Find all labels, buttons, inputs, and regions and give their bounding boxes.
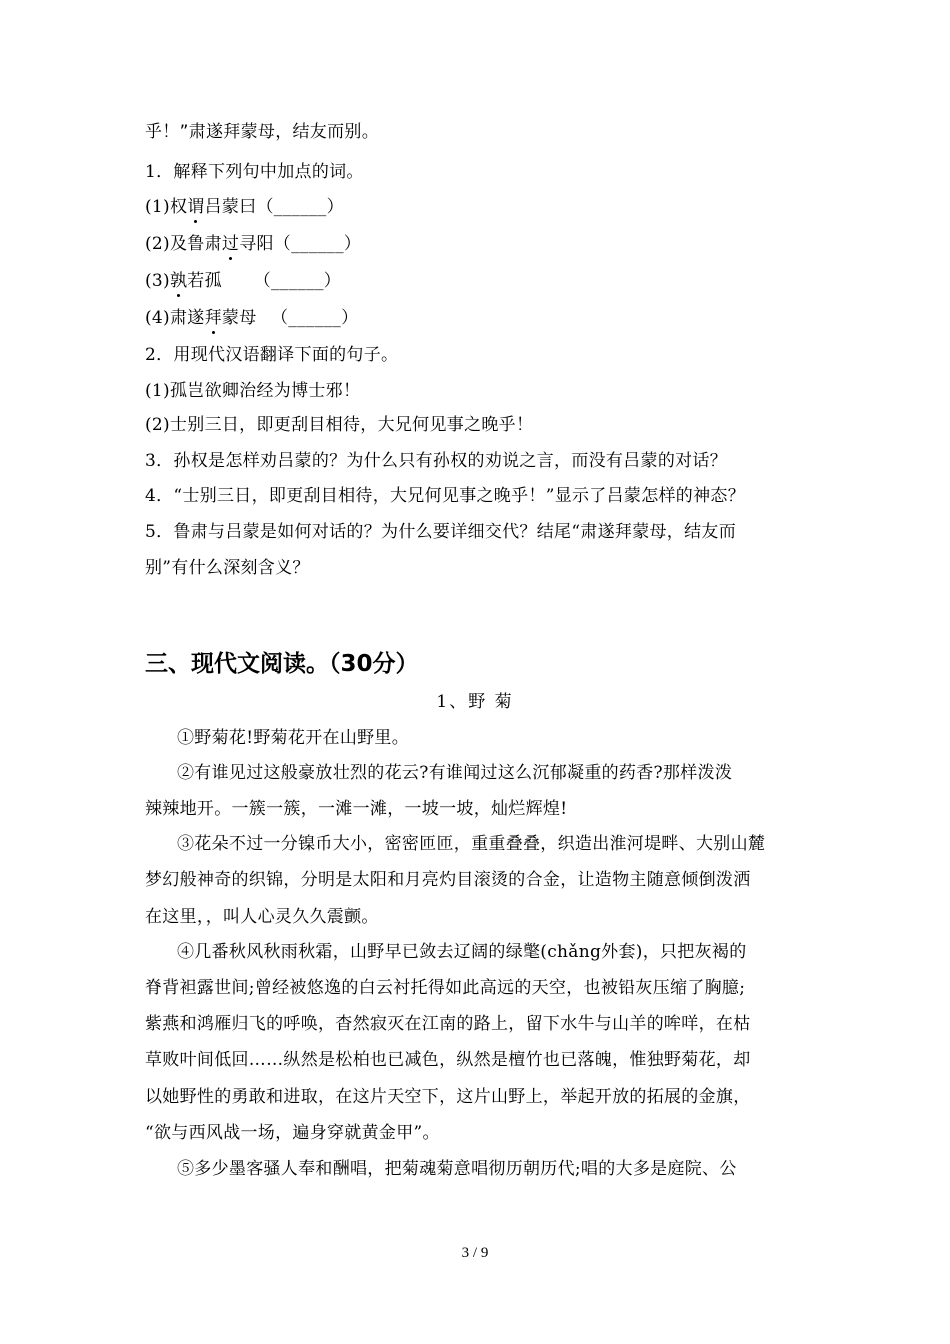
question-1-item-1 <box>145 195 344 219</box>
paragraph-line: ②有谁见过这般豪放壮烈的花云?有谁闻过这么沉郁凝重的药香?那样泼泼 <box>177 763 733 783</box>
question-5-line-2: 别”有什么深刻含义？ <box>145 558 310 578</box>
paragraph-line: 脊背袒露世间;曾经被悠逸的白云衬托得如此高远的天空，也被铅灰压缩了胸臆; <box>145 978 746 998</box>
item-suffix: 吕蒙曰（______） <box>204 197 344 217</box>
item-suffix: 蒙母 （______） <box>221 308 359 328</box>
question-5-line-1: 5．鲁肃与吕蒙是如何对话的？为什么要详细交代？结尾“肃遂拜蒙母，结友而 <box>145 522 737 542</box>
question-2-item-2: (2)士别三日，即更刮目相待，大兄何见事之晚乎！ <box>145 415 534 435</box>
paragraph-line: ④几番秋风秋雨秋霜，山野早已敛去辽阔的绿氅(chǎng外套)，只把灰褐的 <box>177 942 747 962</box>
paragraph-line: ⑤多少墨客骚人奉和酬唱，把菊魂菊意唱彻历朝历代;唱的大多是庭院、公 <box>177 1159 737 1179</box>
paragraph-line: 草败叶间低回……纵然是松柏也已减色，纵然是檀竹也已落魄，惟独野菊花，却 <box>145 1050 751 1070</box>
item-prefix: (2)及鲁肃 <box>145 234 222 254</box>
paragraph-line: “欲与西风战一场，遍身穿就黄金甲”。 <box>145 1123 440 1143</box>
paragraph-line: 以她野性的勇敢和进取，在这片天空下，这片山野上，举起开放的拓展的金旗， <box>145 1087 751 1107</box>
paragraph-line: 梦幻般神奇的织锦，分明是太阳和月亮灼目滚烫的合金，让造物主随意倾倒泼洒 <box>145 870 751 890</box>
question-2-title: 2．用现代汉语翻译下面的句子。 <box>145 345 399 365</box>
dotted-word: 孰 <box>169 271 188 291</box>
paragraph-line: 紫燕和鸿雁归飞的呼唤，杳然寂灭在江南的路上，留下水牛与山羊的哞咩，在枯 <box>145 1014 751 1034</box>
paragraph-line: ③花朵不过一分镍币大小，密密匝匝，重重叠叠，织造出淮河堤畔、大别山麓 <box>177 834 766 854</box>
item-prefix: (3) <box>145 271 170 291</box>
paragraph-line: 在这里，，叫人心灵久久震颤。 <box>145 907 379 927</box>
dotted-word: 过 <box>221 234 240 254</box>
dotted-word: 谓 <box>187 197 205 217</box>
paragraph-line: 辣辣地开。一簇一簇，一滩一滩，一坡一坡，灿烂辉煌! <box>145 799 568 819</box>
passage-ending-line: 乎！”肃遂拜蒙母，结友而别。 <box>145 122 380 142</box>
item-prefix: (4)肃遂 <box>145 308 205 328</box>
question-3: 3．孙权是怎样劝吕蒙的？为什么只有孙权的劝说之言，而没有吕蒙的对话？ <box>145 451 728 471</box>
dotted-word: 拜 <box>204 308 222 328</box>
question-4: 4．“士别三日，即更刮目相待，大兄何见事之晚乎！”显示了吕蒙怎样的神态？ <box>145 486 745 506</box>
question-2-item-1: (1)孤岂欲卿治经为博士邪！ <box>145 381 361 401</box>
question-1-item-2 <box>145 232 361 256</box>
question-1-item-4 <box>145 306 358 330</box>
page-number: 3 / 9 <box>461 1245 489 1261</box>
item-prefix: (1)权 <box>145 197 188 217</box>
item-suffix: 若孤 （______） <box>187 271 342 291</box>
item-suffix: 寻阳（______） <box>239 234 362 254</box>
section-3-heading: 三、现代文阅读。（30分） <box>145 651 419 677</box>
question-1-item-3 <box>145 269 341 293</box>
reading-title: 1、野 菊 <box>436 692 514 712</box>
paragraph-line: ①野菊花!野菊花开在山野里。 <box>177 728 410 748</box>
question-1-title: 1．解释下列句中加点的词。 <box>145 162 364 182</box>
